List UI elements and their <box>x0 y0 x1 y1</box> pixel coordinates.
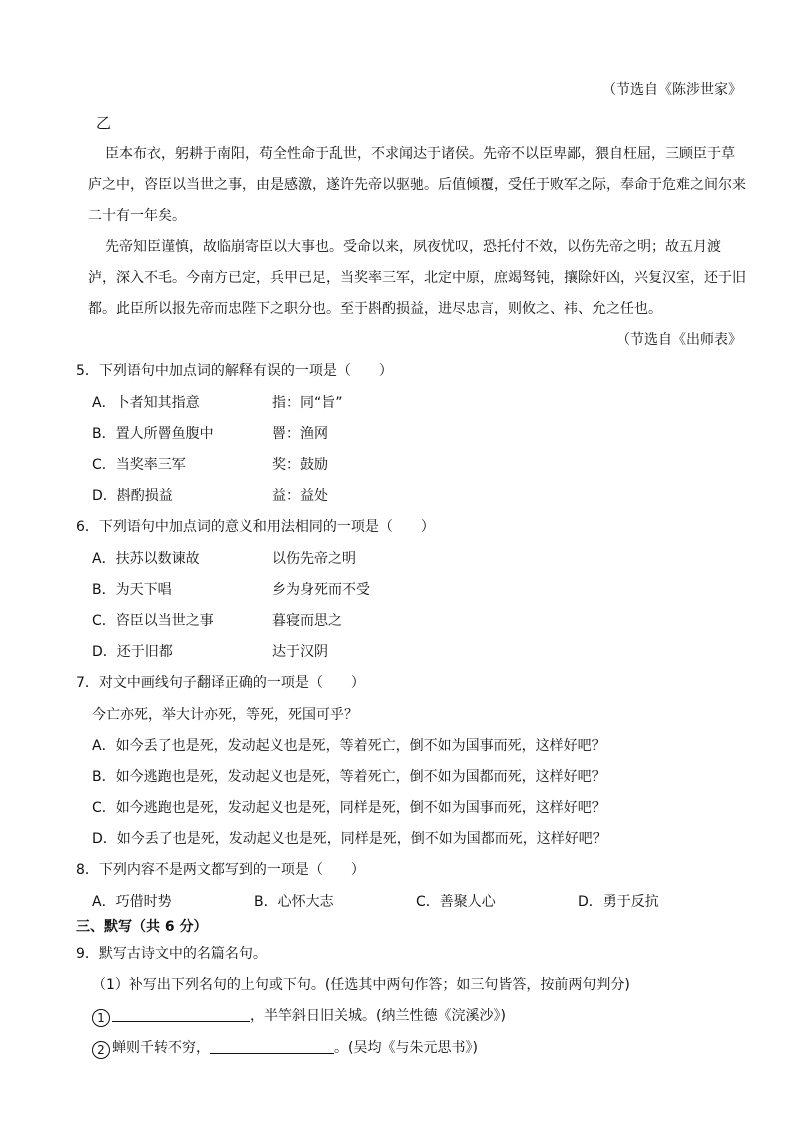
q9-item-1-text: ，半竿斜日旧关城。(纳兰性德《浣溪沙》) <box>250 1008 506 1024</box>
q6-option-d-pair: 达于汉阴 <box>272 644 328 660</box>
q7-option-c: C．如今逃跑也是死，发动起义也是死，同样是死，倒不如为国事而死，这样好吧？ <box>92 800 606 816</box>
source-note-1: （节选自《陈涉世家》 <box>602 82 742 98</box>
q9-item-2 <box>92 1038 478 1059</box>
passage-paragraph-1: 臣本布衣，躬耕于南阳，苟全性命于乱世，不求闻达于诸侯。先帝不以臣卑鄙，猥自枉屈，三顾臣于草庐之中，咨臣以当世之事，由是感激，遂许先帝以驱驰。后值倾覆，受任于败军之际，奉命于危难之间尔来二十有一年矣。 <box>88 146 746 224</box>
q6-option-c-pair: 暮寝而思之 <box>272 613 342 629</box>
q8-option-d: D．勇于反抗 <box>578 894 659 910</box>
q8-option-c: C．善聚人心 <box>416 894 496 910</box>
q5-option-a-gloss: 指：同“旨” <box>272 395 343 411</box>
q5-option-c: C．当奖率三军 <box>92 457 186 473</box>
q5-option-a: A．卜者知其指意 <box>92 395 200 411</box>
q9-item-2-post: 。(吴均《与朱元思书》) <box>334 1040 478 1056</box>
q6-option-b: B．为天下唱 <box>92 582 172 598</box>
q5-option-b: B．置人所罾鱼腹中 <box>92 426 214 442</box>
q7-option-a: A．如今丢了也是死，发动起义也是死，等着死亡，倒不如为国事而死，这样好吧？ <box>92 738 606 754</box>
question-5-stem: 5．下列语句中加点词的解释有误的一项是（ ） <box>76 363 393 379</box>
q5-option-d: D．斟酌损益 <box>92 488 173 504</box>
q7-sentence: 今亡亦死，举大计亦死，等死，死国可乎？ <box>92 707 358 723</box>
q5-option-c-gloss: 奖：鼓励 <box>272 457 328 473</box>
q9-subquestion-1: （1）补写出下列名句的上句或下句。(任选其中两句作答；如三句皆答，按前两句判分) <box>92 977 630 993</box>
answer-blank-2[interactable] <box>210 1053 334 1054</box>
question-6-stem: 6．下列语句中加点词的意义和用法相同的一项是（ ） <box>76 519 435 535</box>
circled-number-1: 1 <box>92 1009 110 1027</box>
q8-option-a: A．巧借时势 <box>92 894 172 910</box>
q9-item-2-pre: 蝉则千转不穷， <box>112 1040 210 1056</box>
question-7-stem: 7．对文中画线句子翻译正确的一项是（ ） <box>76 675 365 691</box>
source-note-2: （节选自《出师表》 <box>616 332 742 348</box>
q7-option-b: B．如今逃跑也是死，发动起义也是死，等着死亡，倒不如为国都而死，这样好吧？ <box>92 769 606 785</box>
q6-option-a: A．扶苏以数谏故 <box>92 551 200 567</box>
q5-option-d-gloss: 益：益处 <box>272 488 328 504</box>
q5-option-b-gloss: 罾：渔网 <box>272 426 328 442</box>
circled-number-2: 2 <box>92 1041 110 1059</box>
q9-item-1 <box>92 1006 506 1027</box>
question-8-stem: 8．下列内容不是两文都写到的一项是（ ） <box>76 862 365 878</box>
answer-blank-1[interactable] <box>112 1021 250 1022</box>
section-3-heading: 三、默写（共 6 分） <box>76 919 208 935</box>
q6-option-d: D．还于旧都 <box>92 644 173 660</box>
passage-label-yi: 乙 <box>96 114 112 132</box>
q7-option-d: D．如今丢了也是死，发动起义也是死，同样是死，倒不如为国都而死，这样好吧？ <box>92 831 607 847</box>
q6-option-c: C．咨臣以当世之事 <box>92 613 214 629</box>
q8-option-b: B．心怀大志 <box>254 894 334 910</box>
question-9-stem: 9．默写古诗文中的名篇名句。 <box>76 946 267 962</box>
q6-option-b-pair: 乡为身死而不受 <box>272 582 370 598</box>
passage-paragraph-2: 先帝知臣谨慎，故临崩寄臣以大事也。受命以来，夙夜忧叹，恐托付不效，以伤先帝之明；故五月渡泸，深入不毛。今南方已定，兵甲已足，当奖率三军，北定中原，庶竭驽钝，攘除奸凶，兴复汉室，还于旧都。此臣所以报先帝而忠陛下之职分也。至于斟酌损益，进尽忠言，则攸之、祎、允之任也。 <box>88 239 746 317</box>
q6-option-a-pair: 以伤先帝之明 <box>272 551 356 567</box>
